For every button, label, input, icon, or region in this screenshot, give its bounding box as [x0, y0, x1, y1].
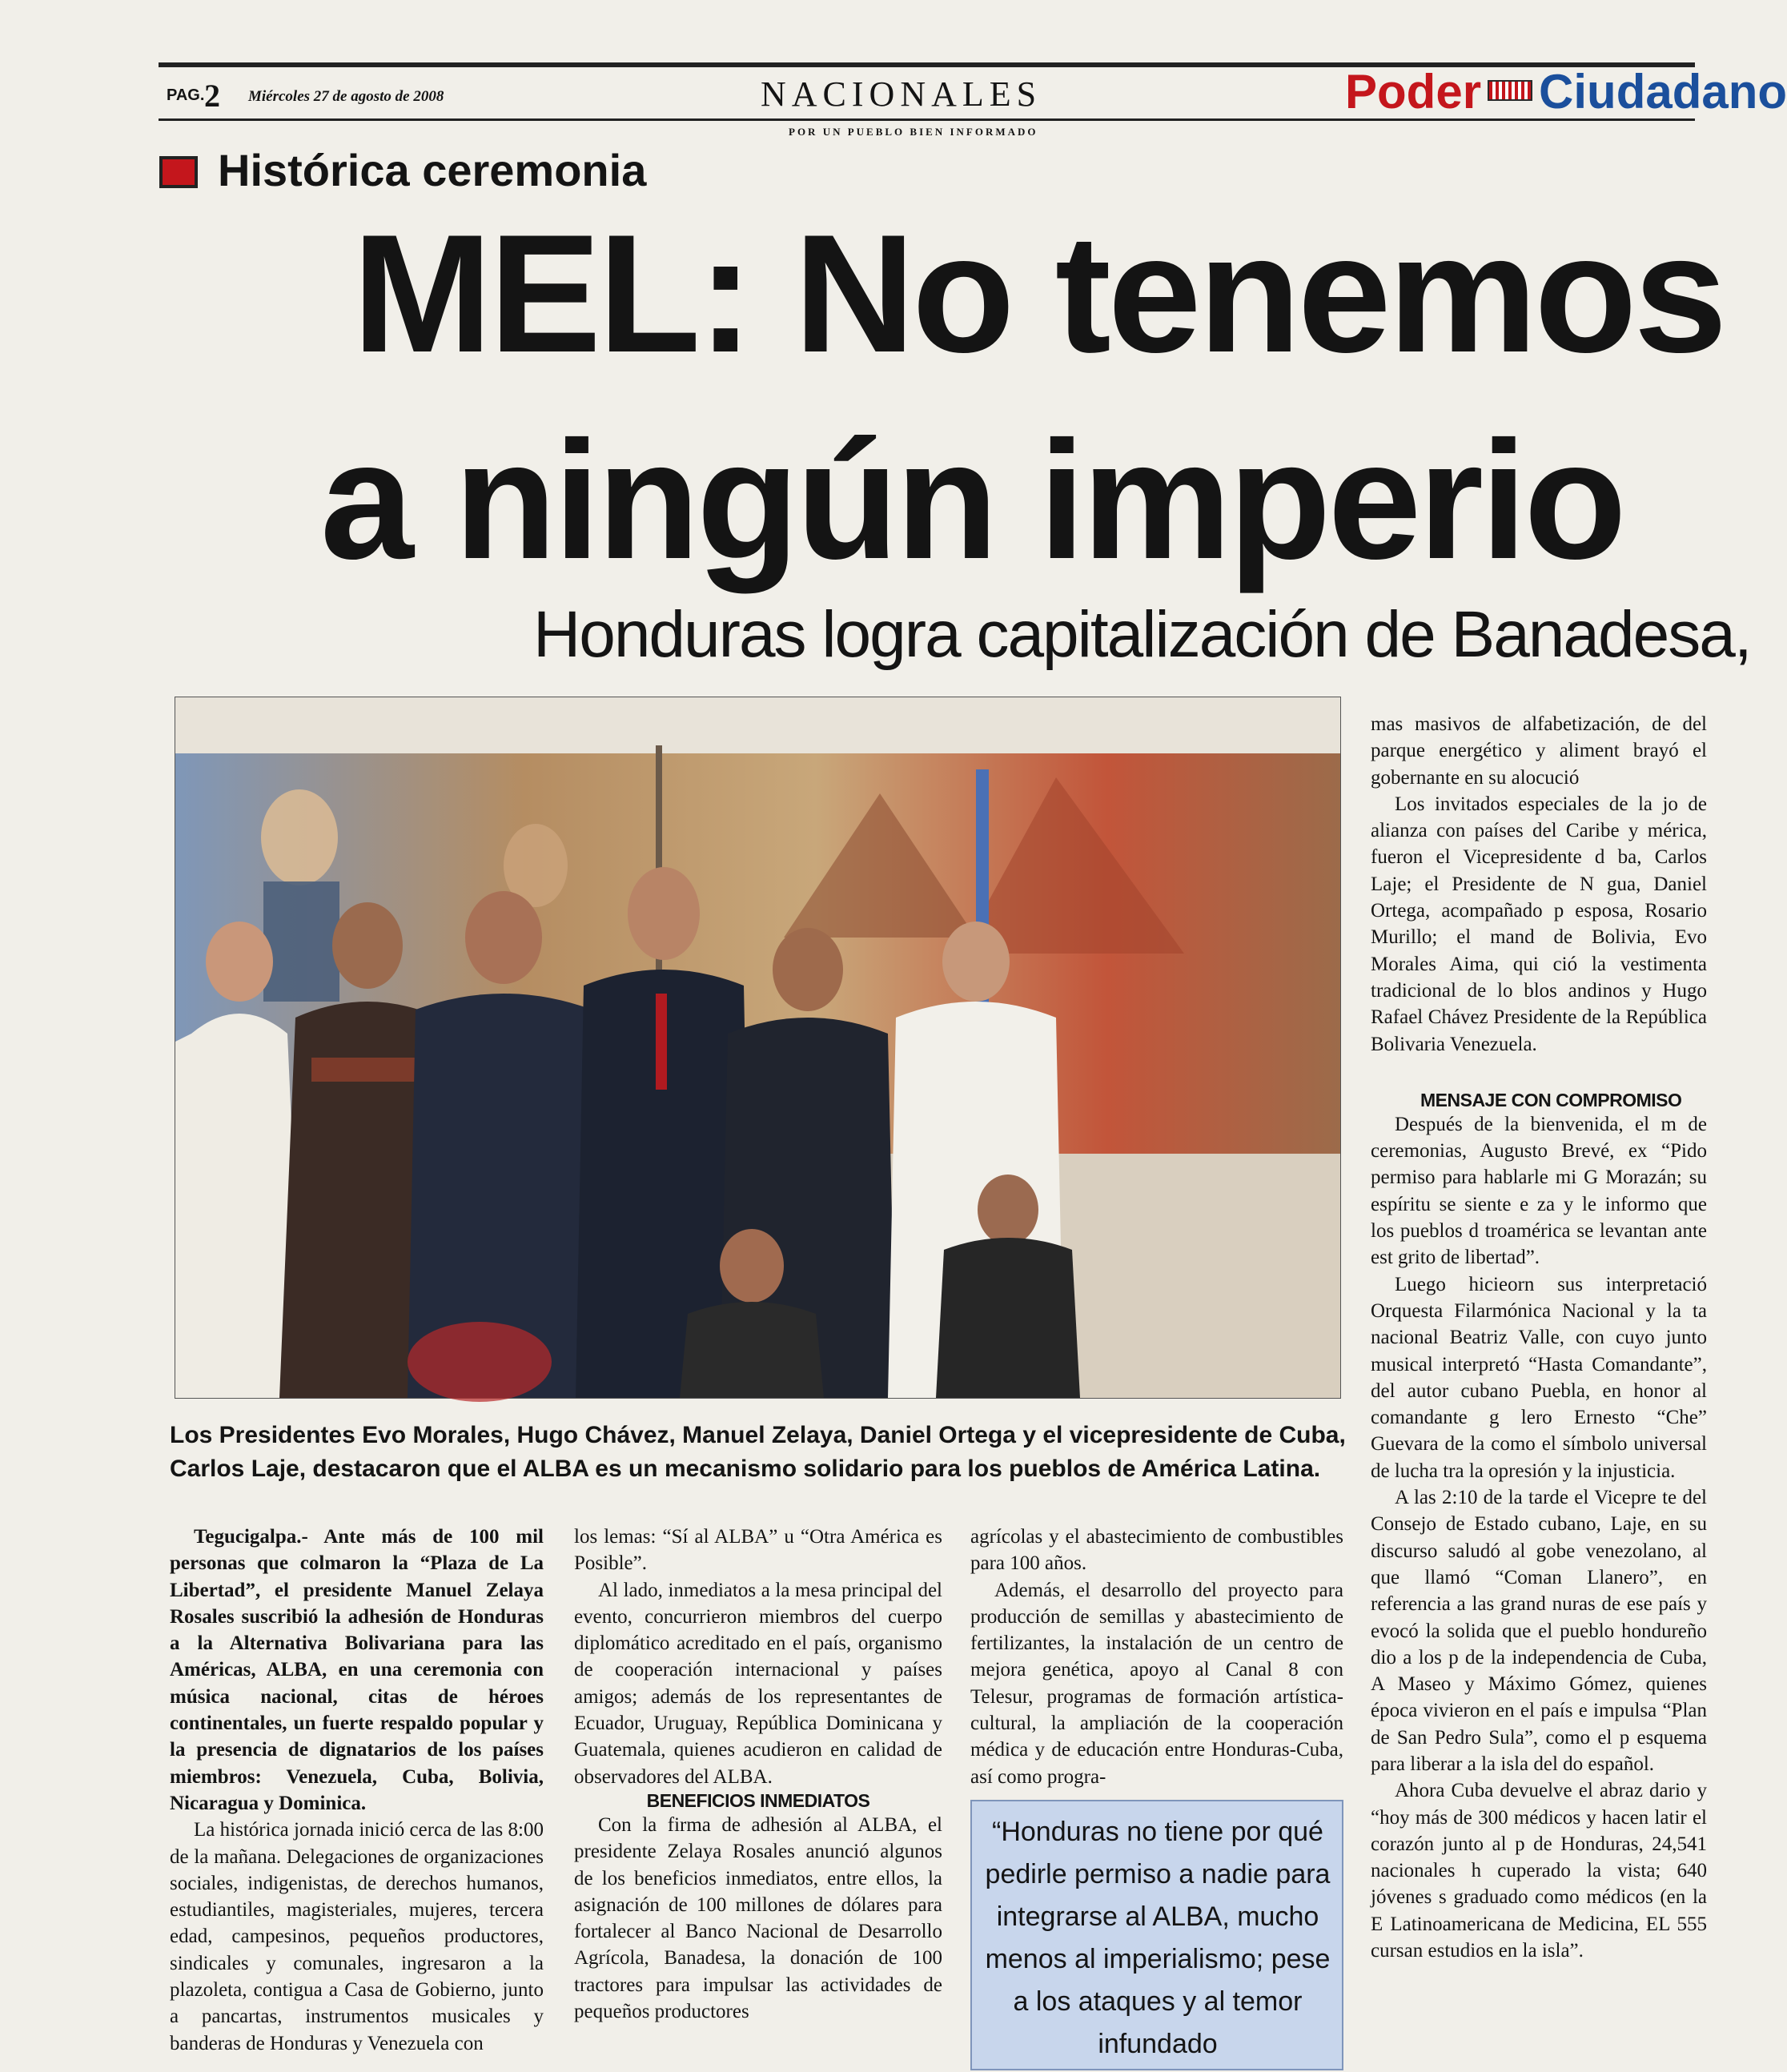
flag-badge-icon	[1488, 80, 1532, 101]
kicker-square-icon	[159, 156, 198, 188]
section-subheading: BENEFICIOS INMEDIATOS	[646, 1789, 870, 1811]
paragraph: Los invitados especiales de la jo de alianza con países del Caribe y mérica, fueron el Vicepresidente d ba, Carlos Laje; el Presidente de N gua, Daniel Ortega, acompañado p esposa, Rosario Murillo; el mand de Bolivia, Evo Morales Aima, qui ció la vestimenta tradicional de lo blos andinos y Hugo Rafael Chávez Presidente de la República Bolivaria Venezuela.	[1371, 793, 1707, 1055]
photo-caption: Los Presidentes Evo Morales, Hugo Chávez, Manuel Zelaya, Daniel Ortega y el vicepresidente de Cuba, Carlos Laje, destacaron que el ALBA es un mecanismo solidario para los pueblos de América Latina.	[170, 1422, 1346, 1482]
paragraph: Después de la bienvenida, el m de ceremonias, Augusto Brevé, ex “Pido permiso para hablarle mi G Morazán; su espíritu se siente e za y le informo que los pueblos d troamérica se levantan ante est grito de libertad”.	[1371, 1113, 1707, 1269]
kicker: Histórica ceremonia	[218, 145, 647, 195]
photo-illustration	[175, 697, 1340, 1398]
paragraph: agrícolas y el abastecimiento de combustibles para 100 años.	[970, 1526, 1343, 1575]
article-column-1	[170, 1524, 544, 2057]
news-photo	[175, 697, 1341, 1399]
brand-logo	[1345, 64, 1787, 119]
section-motto: POR UN PUEBLO BIEN INFORMADO	[789, 126, 1038, 138]
paragraph: Ahora Cuba devuelve el abraz dario y “hoy más de 300 médicos y hacen latir el corazón junto al p de Honduras, 24,541 nacionales h cuperado la vista; 640 jóvenes s graduado como médicos (en la E Latinoamericana de Medicina, EL 555 cursan estudios en la isla”.	[1371, 1780, 1707, 1962]
paragraph: Luego hicieorn sus interpretació Orquesta Filarmónica Nacional y la ta nacional Beatriz Valle, con cuyo junto musical interpretó “Hasta Comandante”, del autor cubano Puebla, en honor al comandante g lero Ernesto “Che” Guevara de la como el símbolo universal de lucha tra la opresión y la injusticia.	[1371, 1273, 1707, 1482]
page-label: PAG.	[167, 86, 205, 104]
issue-date: Miércoles 27 de agosto de 2008	[248, 88, 444, 105]
paragraph: mas masivos de alfabetización, de del parque energético y aliment brayó el gobernante en su alocució	[1371, 713, 1707, 789]
section-subheading: MENSAJE CON COMPROMISO	[1420, 1089, 1682, 1110]
headline-line-1: MEL: No tenemos	[352, 199, 1725, 387]
article-column-2	[574, 1524, 942, 2025]
paragraph: Al lado, inmediatos a la mesa principal del evento, concurrieron miembros del cuerpo diplomático acreditado en el país, organismo de cooperación internacional y países amigos; además de los representantes de Ecuador, Uruguay, República Dominicana y Guatemala, quienes acudieron en calidad de observadores del ALBA.	[574, 1579, 942, 1788]
paragraph: Con la firma de adhesión al ALBA, el presidente Zelaya Rosales anunció algunos de los beneficios inmediatos, entre ellos, la asignación de 100 millones de dólares para fortalecer al Banco Nacional de Desarrollo Agrícola, Banadesa, la donación de 100 tractores para impulsar las actividades de pequeños productores	[574, 1813, 942, 2023]
section-name: NACIONALES	[761, 74, 1042, 114]
brand-part-2: Ciudadano	[1539, 65, 1787, 118]
brand-part-1: Poder	[1345, 65, 1482, 118]
lead-paragraph: Tegucigalpa.- Ante más de 100 mil personas que colmaron la “Plaza de La Libertad”, el presidente Manuel Zelaya Rosales suscribió la adhesión de Honduras a la Alternativa Bolivariana para las Américas, ALBA, en una ceremonia con música nacional, citas de héroes continentales, un fuerte respaldo popular y la presencia de dignatarios de los países miembros: Venezuela, Cuba, Bolivia, Nicaragua y Dominica.	[170, 1526, 544, 1814]
article-column-3	[970, 1524, 1343, 1790]
page-number: 2	[204, 78, 220, 114]
article-column-4	[1371, 711, 1707, 1964]
paragraph: A las 2:10 de la tarde el Vicepre te del Consejo de Estado cubano, Laje, en su discurso saludó al gobe venezolano, al que llamó “Coman Llanero”, en referencia a las grand nuras de ese país y evocó la solida que el pueblo hondureño dio a los p de la independencia de Cuba, A Maseo y Máximo Gómez, quienes época vivieron en el país e impulsa “Plan de San Pedro Sula”, como el p esquema para liberar a la isla del do español.	[1371, 1487, 1707, 1775]
pull-quote: “Honduras no tiene por qué pedirle permiso a nadie para integrarse al ALBA, mucho menos al imperialismo; pese a los ataques y al temor infundado	[985, 1817, 1331, 2059]
paragraph: La histórica jornada inició cerca de las 8:00 de la mañana. Delegaciones de organizaciones sociales, indigenistas, de derechos humanos, estudiantiles, magisteriales, mujeres, tercera edad, campesinos, pequeños productores, sindicales y comunales, ingresaron a la plazoleta, contigua a Casa de Gobierno, junto a pancartas, instrumentos musicales y banderas de Honduras y Venezuela con	[170, 1819, 544, 2054]
subheadline: Honduras logra capitalización de Banadesa,	[533, 598, 1751, 671]
headline-line-2: a ningún imperio	[320, 406, 1624, 594]
paragraph: los lemas: “Sí al ALBA” u “Otra América es Posible”.	[574, 1526, 942, 1575]
paragraph: Además, el desarrollo del proyecto para producción de semillas y abastecimiento de fertilizantes, la instalación de un centro de mejora genética, apoyo al Canal 8 con Telesur, programas de formación artística-cultural, la ampliación de la cooperación médica y de educación entre Honduras-Cuba, así como progra-	[970, 1579, 1343, 1788]
